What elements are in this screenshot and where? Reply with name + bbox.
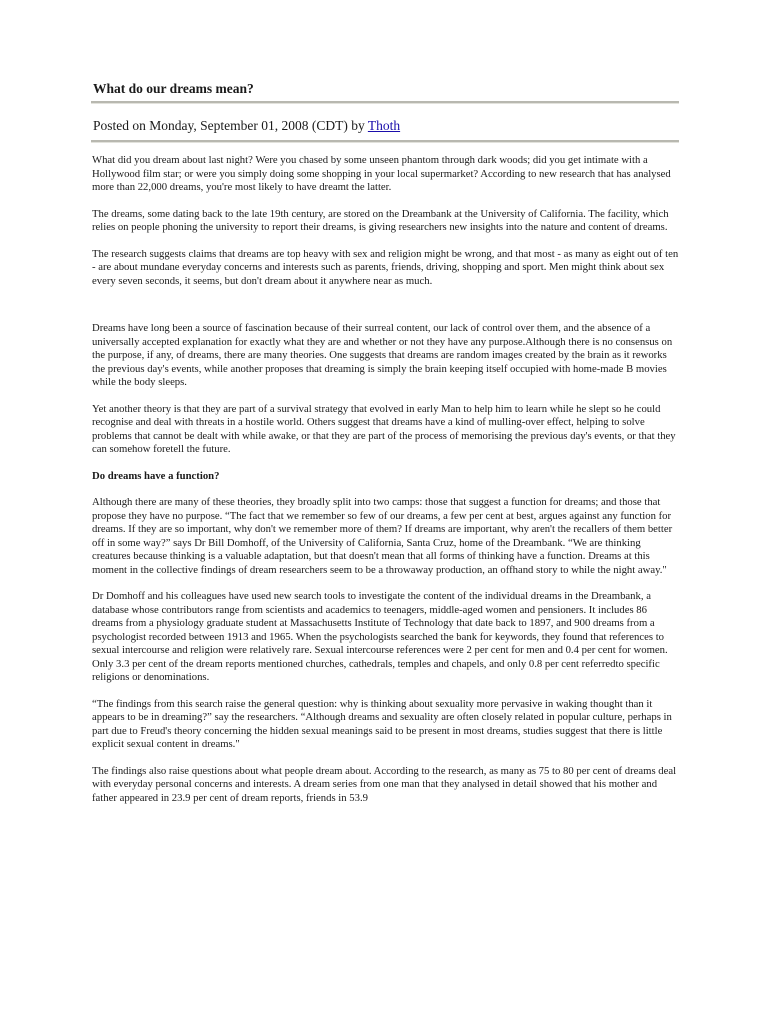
page-title: What do our dreams mean? — [93, 81, 254, 96]
posted-divider — [91, 140, 679, 143]
author-link[interactable]: Thoth — [367, 118, 401, 133]
paragraph: The research suggests claims that dreams are top heavy with sex and religion might be wrong, and that most - as many as eight out of ten - are about mundane everyday concerns and interests such as parents, friends, driving, shopping and sport. Men might think about sex every seven seconds, it seems, but don't dream about it anywhere near as much. — [92, 247, 679, 287]
article-body — [91, 154, 679, 805]
posted-date: Posted on Monday, September 01, 2008 (CDT) by — [93, 118, 368, 133]
paragraph: What did you dream about last night? Were you chased by some unseen phantom through dark woods; did you get intimate with a Hollywood film star; or were you simply doing some shopping in your local supermarket? According to new research that has analysed more than 22,000 dreams, you're most likely to have dreamt the latter. — [92, 154, 671, 193]
title-divider — [91, 101, 679, 104]
posted-line — [93, 117, 679, 135]
paragraph: Yet another theory is that they are part of a survival strategy that evolved in early Man to help him to learn while he slept so he could recognise and deal with threats in a hostile world. Others suggest that dreams have a kind of mulling-over effect, helping to solve problems that cannot be dealt with while awake, or that they are part of the process of memorising the previous day's events, or that they can somehow foretell the future. — [92, 402, 676, 455]
paragraph: Although there are many of these theories, they broadly split into two camps: those that suggest a function for dreams; and those that propose they have no purpose. “The fact that we remember so few of our dreams, a few per cent at best, argues against any function for dreams. If they are so important, why don't we remember more of them? If dreams are important, why aren't the recallers of them better off in some way?” says Dr Bill Domhoff, of the University of California, Santa Cruz, home of the Dreambank. “We are thinking creatures because thinking is a valuable adaptation, but that doesn't mean that all forms of thinking have a function. Dreams at this moment in the collective findings of dream researchers seem to be a throwaway production, an offhand story to while the night away." — [92, 496, 673, 576]
section-heading: Do dreams have a function? — [92, 469, 220, 482]
article — [91, 80, 679, 818]
paragraph: The findings also raise questions about what people dream about. According to the research, as many as 75 to 80 per cent of dreams deal with everyday personal concerns and interests. A dream series from one man that they analysed in detail showed that his mother and father appeared in 23.9 per cent of dream reports, friends in 53.9 — [92, 764, 677, 804]
paragraph: Dreams have long been a source of fascination because of their surreal content, our lack of control over them, and the absence of a universally accepted explanation for exactly what they are and whether or not they have any purpose.Although there is no consensus on the purpose, if any, of dreams, there are many theories. One suggests that dreams are random images created by the brain as it reworks the previous day's events, while another proposes that dreaming is simply the brain keeping itself occupied with home-made B movies while the body sleeps. — [92, 322, 673, 388]
paragraph: The dreams, some dating back to the late 19th century, are stored on the Dreambank at the University of California. The facility, which relies on people phoning the university to report their dreams, is giving researchers new insights into the nature and content of dreams. — [92, 207, 669, 233]
paragraph: “The findings from this search raise the general question: why is thinking about sexuality more pervasive in waking thought than it appears to be in dreaming?” say the researchers. “Although dreams and sexuality are often closely related in popular culture, perhaps in part due to Freud's theory concerning the hidden sexual meanings said to be present in most dreams, studies suggest that there is little explicit sexual content in dreams." — [92, 697, 672, 750]
paragraph: Dr Domhoff and his colleagues have used new search tools to investigate the content of the individual dreams in the Dreambank, a database whose contributors range from scientists and academics to teenagers, middle-aged women and pensioners. It includes 86 dreams from a physiology graduate student at Massachusetts Institute of Technology that date back to 1897, and 900 dreams from a psychologist recorded between 1913 and 1965. When the psychologists searched the bank for keywords, they found that references to sexual intercourse and religion were relatively rare. Sexual intercourse references were 2 per cent for men and 0.4 per cent for women. Only 3.3 per cent of the dream reports mentioned churches, cathedrals, temples and chapels, and only 0.8 per cent referredto specific religions or denominations. — [92, 590, 668, 683]
